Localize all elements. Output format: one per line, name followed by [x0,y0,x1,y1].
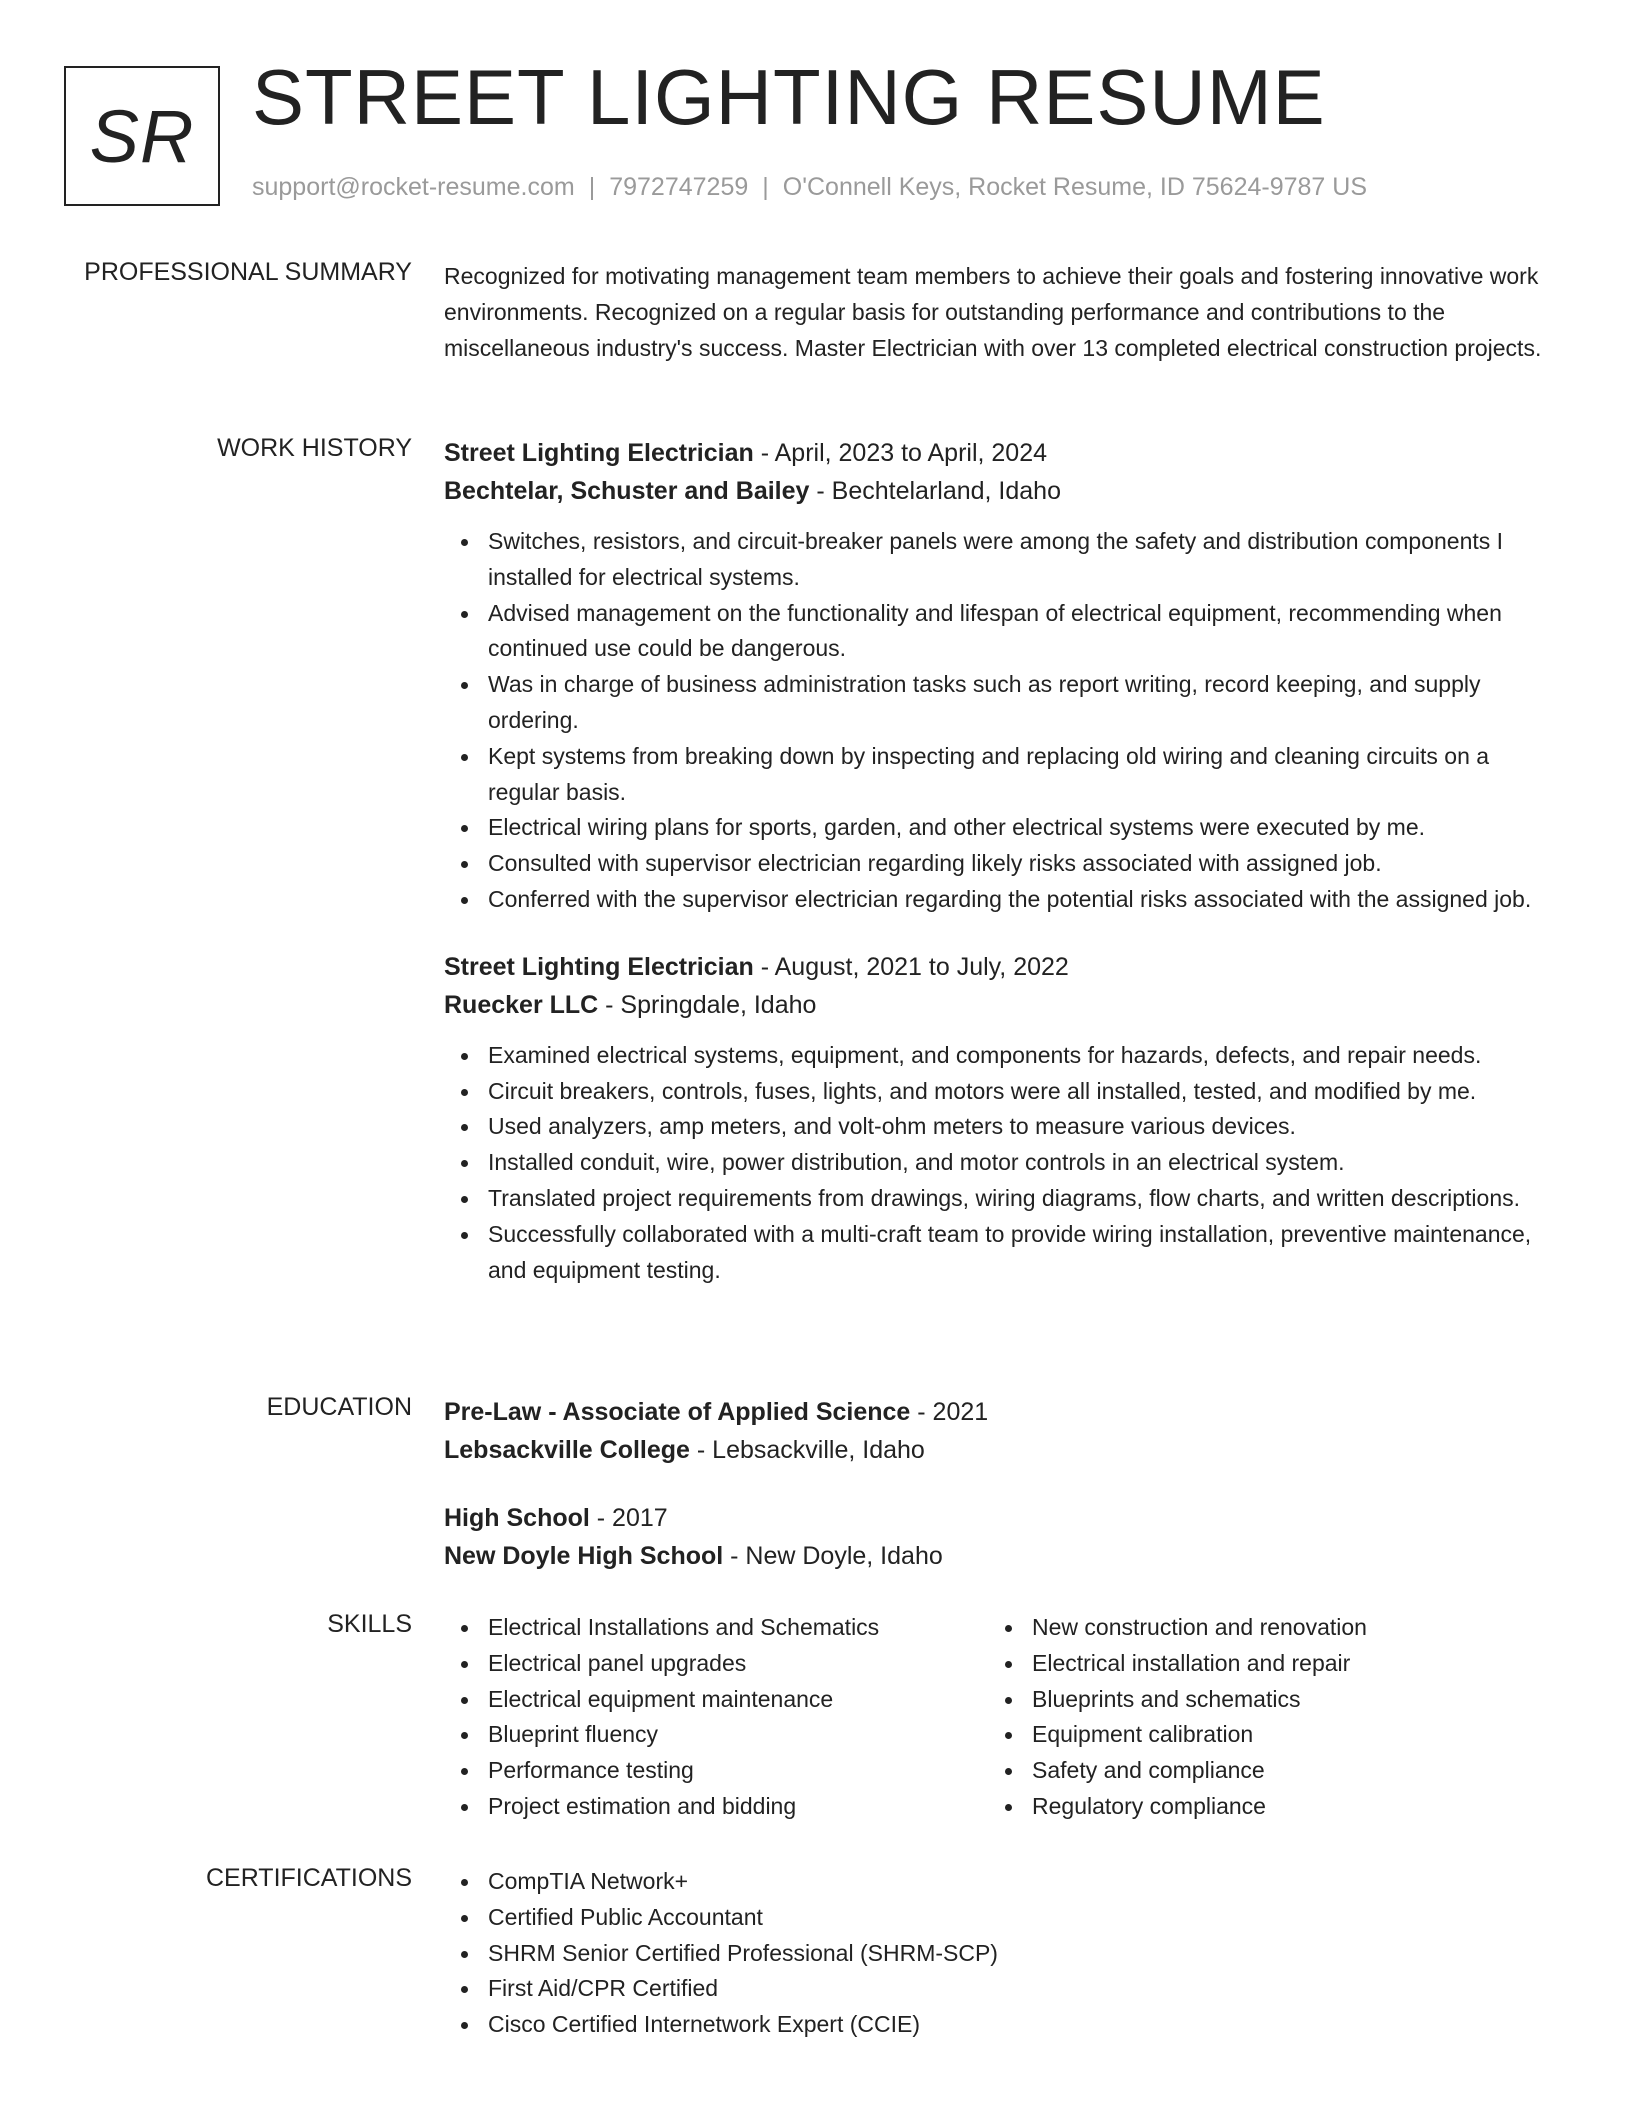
job-company: Bechtelar, Schuster and Bailey [444,477,810,505]
job-company-line [444,986,1554,1024]
education-body [444,1393,1554,1575]
list-item: Examined electrical systems, equipment, and components for hazards, defects, and repair needs. [488,1038,1554,1074]
section-heading: CERTIFICATIONS [205,1864,412,1892]
section-heading: WORK HISTORY [217,434,412,462]
summary-text: Recognized for motivating management team members to achieve their goals and fostering innovative work environments. Recognized on a regular basis for outstanding performance and contributions to the miscellaneous industry's success. Master Electrician with over 13 completed electrical construction projects. [444,263,1542,361]
work-history-body [444,434,1554,1288]
job-location: - Bechtelarland, Idaho [809,477,1061,505]
job-location: - Springdale, Idaho [598,990,817,1019]
job-title-line [444,434,1554,472]
school-line [444,1431,1554,1469]
job-title-line [444,948,1554,986]
section-heading: SKILLS [327,1610,412,1638]
degree-year: - 2017 [589,1504,668,1532]
list-item: Was in charge of business administration tasks such as report writing, record keeping, and supply ordering. [488,667,1554,739]
job-entry [444,434,1554,918]
contact-email[interactable]: support@rocket-resume.com [252,173,575,201]
degree-line [444,1499,1554,1537]
degree-name: Pre-Law - Associate of Applied Science [444,1398,911,1426]
list-item: Circuit breakers, controls, fuses, lights, and motors were all installed, tested, and modified by me. [488,1074,1554,1110]
school-name: Lebsackville College [444,1436,690,1464]
list-item: Electrical installation and repair [1032,1646,1532,1682]
list-item: Blueprint fluency [488,1717,988,1753]
list-item: Regulatory compliance [1032,1789,1532,1825]
degree-name: High School [444,1504,590,1532]
list-item: SHRM Senior Certified Professional (SHRM-SCP) [488,1936,1554,1972]
skills-body [444,1610,1554,1825]
contact-separator: | [762,173,769,201]
list-item: Consulted with supervisor electrician regarding likely risks associated with assigned job. [488,846,1554,882]
certifications-body [444,1864,1554,2043]
list-item: Project estimation and bidding [488,1789,988,1825]
list-item: First Aid/CPR Certified [488,1971,1554,2007]
job-dates: - August, 2021 to July, 2022 [753,952,1069,981]
list-item: Safety and compliance [1032,1753,1532,1789]
skills-list-right [988,1610,1532,1825]
list-item: CompTIA Network+ [488,1864,1554,1900]
list-item: Advised management on the functionality and lifespan of electrical equipment, recommending when continued use could be dangerous. [488,596,1554,668]
skills-list-left [444,1610,988,1825]
job-company-line [444,472,1554,510]
skills-columns [444,1610,1554,1825]
list-item: Electrical wiring plans for sports, garden, and other electrical systems were executed by me. [488,810,1554,846]
list-item: Switches, resistors, and circuit-breaker panels were among the safety and distribution components I installed for electrical systems. [488,524,1554,596]
school-line [444,1537,1554,1575]
list-item: Successfully collaborated with a multi-craft team to provide wiring installation, preventive maintenance, and equipment testing. [488,1217,1554,1289]
contact-address: O'Connell Keys, Rocket Resume, ID 75624-9787 US [782,173,1367,201]
job-bullet-list [444,524,1554,918]
summary-body [444,258,1554,366]
contact-separator: | [588,173,596,201]
job-company: Ruecker LLC [444,990,599,1019]
list-item: Electrical Installations and Schematics [488,1610,988,1646]
job-entry [444,948,1554,1289]
monogram-badge [64,66,220,206]
list-item: New construction and renovation [1032,1610,1532,1646]
monogram-initials: SR [89,94,195,178]
degree-year: - 2021 [910,1398,989,1426]
job-dates: - April, 2023 to April, 2024 [753,439,1048,467]
list-item: Conferred with the supervisor electrician regarding the potential risks associated with the assigned job. [488,882,1554,918]
list-item: Cisco Certified Internetwork Expert (CCIE) [488,2007,1554,2043]
list-item: Used analyzers, amp meters, and volt-ohm meters to measure various devices. [488,1109,1554,1145]
list-item: Kept systems from breaking down by inspecting and replacing old wiring and cleaning circuits on a regular basis. [488,739,1554,811]
education-entry [444,1499,1554,1575]
school-location: - Lebsackville, Idaho [689,1436,925,1464]
contact-line [252,173,1367,202]
list-item: Electrical equipment maintenance [488,1682,988,1718]
list-item: Electrical panel upgrades [488,1646,988,1682]
resume-title: STREET LIGHTING RESUME [252,53,1326,141]
list-item: Translated project requirements from drawings, wiring diagrams, flow charts, and written descriptions. [488,1181,1554,1217]
section-heading: EDUCATION [266,1393,412,1421]
list-item: Equipment calibration [1032,1717,1532,1753]
degree-line [444,1393,1554,1431]
school-location: - New Doyle, Idaho [723,1542,943,1570]
education-entry [444,1393,1554,1469]
contact-phone[interactable]: 7972747259 [609,173,749,201]
job-bullet-list [444,1038,1554,1289]
list-item: Installed conduit, wire, power distribution, and motor controls in an electrical system. [488,1145,1554,1181]
certifications-list [444,1864,1554,2043]
section-heading: PROFESSIONAL SUMMARY [84,258,412,286]
job-title: Street Lighting Electrician [444,952,754,981]
list-item: Performance testing [488,1753,988,1789]
list-item: Blueprints and schematics [1032,1682,1532,1718]
list-item: Certified Public Accountant [488,1900,1554,1936]
school-name: New Doyle High School [444,1542,724,1570]
job-title: Street Lighting Electrician [444,439,754,467]
